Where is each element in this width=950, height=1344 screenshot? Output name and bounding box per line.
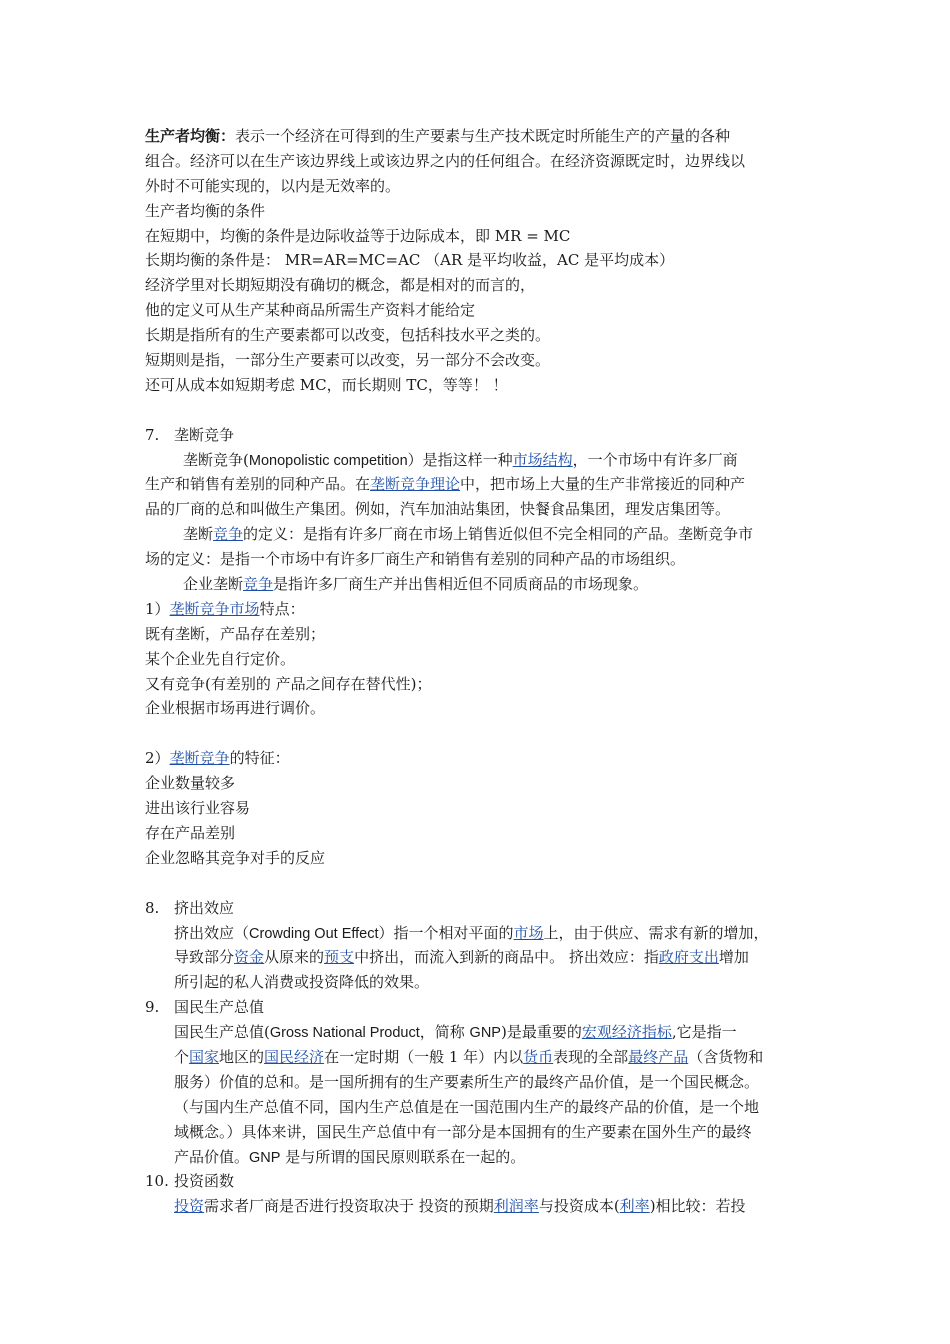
section-title: 垄断竞争 xyxy=(174,425,235,444)
link-monopolistic-competition-theory[interactable]: 垄断竞争理论 xyxy=(370,475,461,494)
list-item: 进出该行业容易 xyxy=(145,799,251,818)
list-item: 企业数量较多 xyxy=(145,774,236,793)
paragraph-line: 企业垄断竞争是指许多厂商生产并出售相近但不同质商品的市场现象。 xyxy=(183,575,649,594)
spacer xyxy=(145,721,825,746)
link-interest-rate[interactable]: 利率 xyxy=(619,1197,650,1216)
link-macro-economic-indicator[interactable]: 宏观经济指标 xyxy=(581,1023,672,1042)
link-final-product[interactable]: 最终产品 xyxy=(628,1047,689,1066)
section-heading xyxy=(145,1169,825,1194)
link-competition[interactable]: 竞争 xyxy=(213,525,244,544)
link-government-spending[interactable]: 政府支出 xyxy=(658,948,719,967)
list-item: 企业忽略其竞争对手的反应 xyxy=(145,848,326,867)
link-market[interactable]: 市场 xyxy=(513,923,544,942)
section-title: 投资函数 xyxy=(174,1172,235,1191)
link-investment[interactable]: 投资 xyxy=(174,1197,205,1216)
text-line: 他的定义可从生产某种商品所需生产资料才能给定 xyxy=(145,301,476,320)
paragraph-line: 生产者均衡：表示一个经济在可得到的生产要素与生产技术既定时所能生产的产量的各种 xyxy=(145,127,731,145)
list-item: 某个企业先自行定价。 xyxy=(145,649,296,668)
paragraph-line: 组合。经济可以在生产该边界线上或该边界之内的任何组合。在经济资源既定时，边界线以 xyxy=(145,151,746,170)
link-competition[interactable]: 竞争 xyxy=(243,575,274,594)
paragraph-line: （与国内生产总值不同，国内生产总值是在一国范围内生产的最终产品的价值，是一个地 xyxy=(174,1097,760,1116)
link-monopolistic-competition[interactable]: 垄断竞争 xyxy=(169,749,230,768)
paragraph-line: 场的定义：是指一个市场中有许多厂商生产和销售有差别的同种产品的市场组织。 xyxy=(145,550,686,569)
text-line: 在短期中，均衡的条件是边际收益等于边际成本，即 MR = MC xyxy=(145,226,571,245)
paragraph-line: 品的厂商的总和叫做生产集团。例如，汽车加油站集团，快餐食品集团，理发店集团等。 xyxy=(145,500,731,519)
section-number: 7. xyxy=(145,425,160,444)
spacer xyxy=(145,871,825,896)
link-national-economy[interactable]: 国民经济 xyxy=(264,1047,325,1066)
list-item: 企业根据市场再进行调价。 xyxy=(145,699,326,718)
document-page xyxy=(145,124,825,1219)
paragraph-line: 服务）价值的总和。是一国所拥有的生产要素所生产的最终产品价值，是一个国民概念。 xyxy=(174,1072,760,1091)
link-budget[interactable]: 预支 xyxy=(324,948,355,967)
link-country[interactable]: 国家 xyxy=(189,1047,220,1066)
paragraph-line: 垄断竞争(Monopolistic competition）是指这样一种市场结构，一个市场中有许多厂商 xyxy=(183,450,738,469)
list-item: 既有垄断，产品存在差别； xyxy=(145,624,326,643)
spacer xyxy=(145,398,825,423)
paragraph-line: 个国家地区的国民经济在一定时期（一般 1 年）内以货币表现的全部最终产品（含货物和 xyxy=(174,1047,764,1066)
text-line: 还可从成本如短期考虑 MC，而长期则 TC，等等！ ！ xyxy=(145,375,508,394)
list-heading: 1）垄断竞争市场特点： xyxy=(145,599,305,618)
text-line: 长期均衡的条件是： MR=AR=MC=AC （AR 是平均收益，AC 是平均成本） xyxy=(145,251,675,270)
paragraph-line: 域概念。）具体来讲，国民生产总值中有一部分是本国拥有的生产要素在国外生产的最终 xyxy=(174,1122,752,1141)
term-heading: 生产者均衡： xyxy=(145,127,236,145)
list-item: 又有竞争(有差别的 产品之间存在替代性)； xyxy=(145,674,432,693)
section-heading xyxy=(145,423,825,448)
paragraph-line: 挤出效应（Crowding Out Effect）指一个相对平面的市场上，由于供应、需求有新的增加， xyxy=(174,923,769,942)
text-line: 长期是指所有的生产要素都可以改变，包括科技水平之类的。 xyxy=(145,326,551,345)
paragraph-line: 投资需求者厂商是否进行投资取决于 投资的预期利润率与投资成本(利率)相比较：若投 xyxy=(174,1197,746,1216)
section-title: 国民生产总值 xyxy=(174,998,265,1017)
section-heading xyxy=(145,896,825,921)
link-market-structure[interactable]: 市场结构 xyxy=(512,450,573,469)
paragraph-line: 生产和销售有差别的同种产品。在垄断竞争理论中，把市场上大量的生产非常接近的同种产 xyxy=(145,475,746,494)
text-line: 生产者均衡的条件 xyxy=(145,201,266,220)
paragraph-line: 导致部分资金从原来的预支中挤出，而流入到新的商品中。 挤出效应：指政府支出增加 xyxy=(174,948,749,967)
link-profit-rate[interactable]: 利润率 xyxy=(493,1197,539,1216)
link-currency[interactable]: 货币 xyxy=(523,1047,554,1066)
paragraph-line: 所引起的私人消费或投资降低的效果。 xyxy=(174,973,430,992)
list-item: 存在产品差别 xyxy=(145,823,236,842)
section-number: 8. xyxy=(145,898,160,917)
section-title: 挤出效应 xyxy=(174,898,235,917)
text-line: 短期则是指，一部分生产要素可以改变，另一部分不会改变。 xyxy=(145,351,551,370)
section-number: 10. xyxy=(145,1172,169,1191)
text-line: 经济学里对长期短期没有确切的概念，都是相对的而言的， xyxy=(145,276,536,295)
paragraph-line: 外时不可能实现的，以内是无效率的。 xyxy=(145,176,401,195)
section-heading xyxy=(145,995,825,1020)
link-funds[interactable]: 资金 xyxy=(234,948,265,967)
paragraph-line: 产品价值。GNP 是与所谓的国民原则联系在一起的。 xyxy=(174,1147,526,1166)
paragraph-line: 国民生产总值(Gross National Product，简称 GNP)是最重要的宏观经济指标,它是指一 xyxy=(174,1023,737,1042)
link-monopolistic-competition-market[interactable]: 垄断竞争市场 xyxy=(169,599,260,618)
list-heading: 2）垄断竞争的特征： xyxy=(145,749,290,768)
section-number: 9. xyxy=(145,998,160,1017)
paragraph-line: 垄断竞争的定义：是指有许多厂商在市场上销售近似但不完全相同的产品。垄断竞争市 xyxy=(183,525,754,544)
